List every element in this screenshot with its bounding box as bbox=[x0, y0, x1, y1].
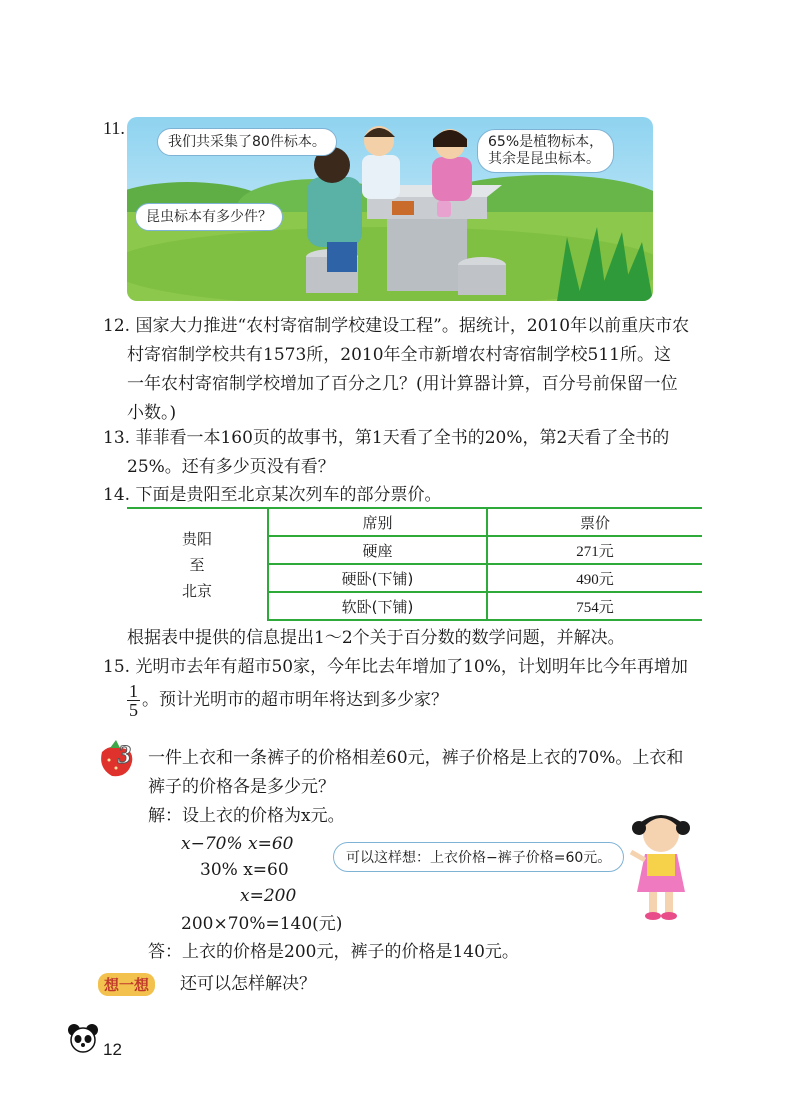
fraction-denominator: 5 bbox=[129, 700, 138, 720]
route-from: 贵阳 bbox=[181, 529, 212, 548]
think-tag: 想一想 bbox=[98, 973, 155, 996]
question-13-line: 13. 菲菲看一本160页的故事书，第1天看了全书的20%，第2天看了全书的 bbox=[103, 428, 670, 448]
equation-step-1: x−70% x=60 bbox=[181, 834, 294, 854]
header-price: 票价 bbox=[487, 508, 702, 536]
question-15-rest: 。预计光明市的超市明年将达到多少家？ bbox=[142, 690, 448, 710]
price-cell: 271元 bbox=[487, 536, 702, 564]
bubble-line: 65%是植物标本， bbox=[488, 134, 604, 150]
route-to-word: 至 bbox=[189, 555, 205, 574]
question-11-number: 11. bbox=[103, 118, 125, 138]
page-number: 12 bbox=[103, 1040, 122, 1059]
panda-logo-icon bbox=[66, 1022, 100, 1056]
question-12-line: 小数。) bbox=[127, 403, 177, 423]
route-destination: 北京 bbox=[181, 581, 212, 600]
speech-bubble-question: 昆虫标本有多少件？ bbox=[135, 203, 283, 231]
equation-step-4: 200×70%=140(元) bbox=[181, 914, 343, 934]
example-3-badge bbox=[96, 738, 140, 778]
seat-class-cell: 硬卧(下铺) bbox=[268, 564, 487, 592]
think-question: 还可以怎样解决？ bbox=[180, 974, 316, 994]
solution-setup: 解：设上衣的价格为x元。 bbox=[148, 806, 345, 826]
question-12-line: 一年农村寄宿制学校增加了百分之几？(用计算器计算，百分号前保留一位 bbox=[127, 374, 678, 394]
question-12-line: 村寄宿制学校共有1573所，2010年全市新增农村寄宿制学校511所。这 bbox=[127, 345, 671, 365]
question-14-intro: 14. 下面是贵阳至北京某次列车的部分票价。 bbox=[103, 485, 442, 505]
q11-illustration bbox=[127, 117, 653, 301]
fraction-numerator: 1 bbox=[129, 681, 138, 701]
header-seat-class: 席别 bbox=[268, 508, 487, 536]
price-cell: 490元 bbox=[487, 564, 702, 592]
example-problem-line: 裤子的价格各是多少元？ bbox=[148, 777, 335, 797]
equation-step-3: x=200 bbox=[240, 886, 297, 906]
solution-answer: 答：上衣的价格是200元，裤子的价格是140元。 bbox=[148, 942, 519, 962]
panda-icon bbox=[66, 1022, 100, 1056]
example-number: 3 bbox=[118, 740, 131, 769]
equation-step-2: 30% x=60 bbox=[200, 860, 289, 880]
speech-bubble-collected: 我们共采集了80件标本。 bbox=[157, 128, 337, 156]
example-problem-line: 一件上衣和一条裤子的价格相差60元，裤子价格是上衣的70%。上衣和 bbox=[148, 748, 684, 768]
bubble-line: 其余是昆虫标本。 bbox=[488, 151, 600, 167]
price-cell: 754元 bbox=[487, 592, 702, 620]
ticket-price-table bbox=[127, 507, 702, 621]
question-15-line: 15. 光明市去年有超市50家，今年比去年增加了10%，计划明年比今年再增加 bbox=[103, 657, 688, 677]
girl-illustration bbox=[625, 808, 695, 923]
seat-class-cell: 软卧(下铺) bbox=[268, 592, 487, 620]
speech-bubble-plant-ratio bbox=[477, 129, 614, 173]
question-14-followup: 根据表中提供的信息提出1～2个关于百分数的数学问题，并解决。 bbox=[127, 628, 625, 648]
question-12-line: 12. 国家大力推进“农村寄宿制学校建设工程”。据统计，2010年以前重庆市农 bbox=[103, 316, 690, 336]
question-13-line: 25%。还有多少页没有看？ bbox=[127, 457, 335, 477]
fraction-one-fifth bbox=[127, 682, 140, 719]
hint-speech-bubble: 可以这样想：上衣价格−裤子价格=60元。 bbox=[333, 842, 624, 872]
seat-class-cell: 硬座 bbox=[268, 536, 487, 564]
route-cell bbox=[127, 508, 268, 620]
table-header-row bbox=[127, 508, 702, 536]
question-15-line2 bbox=[127, 682, 448, 719]
girl-character bbox=[625, 808, 695, 923]
